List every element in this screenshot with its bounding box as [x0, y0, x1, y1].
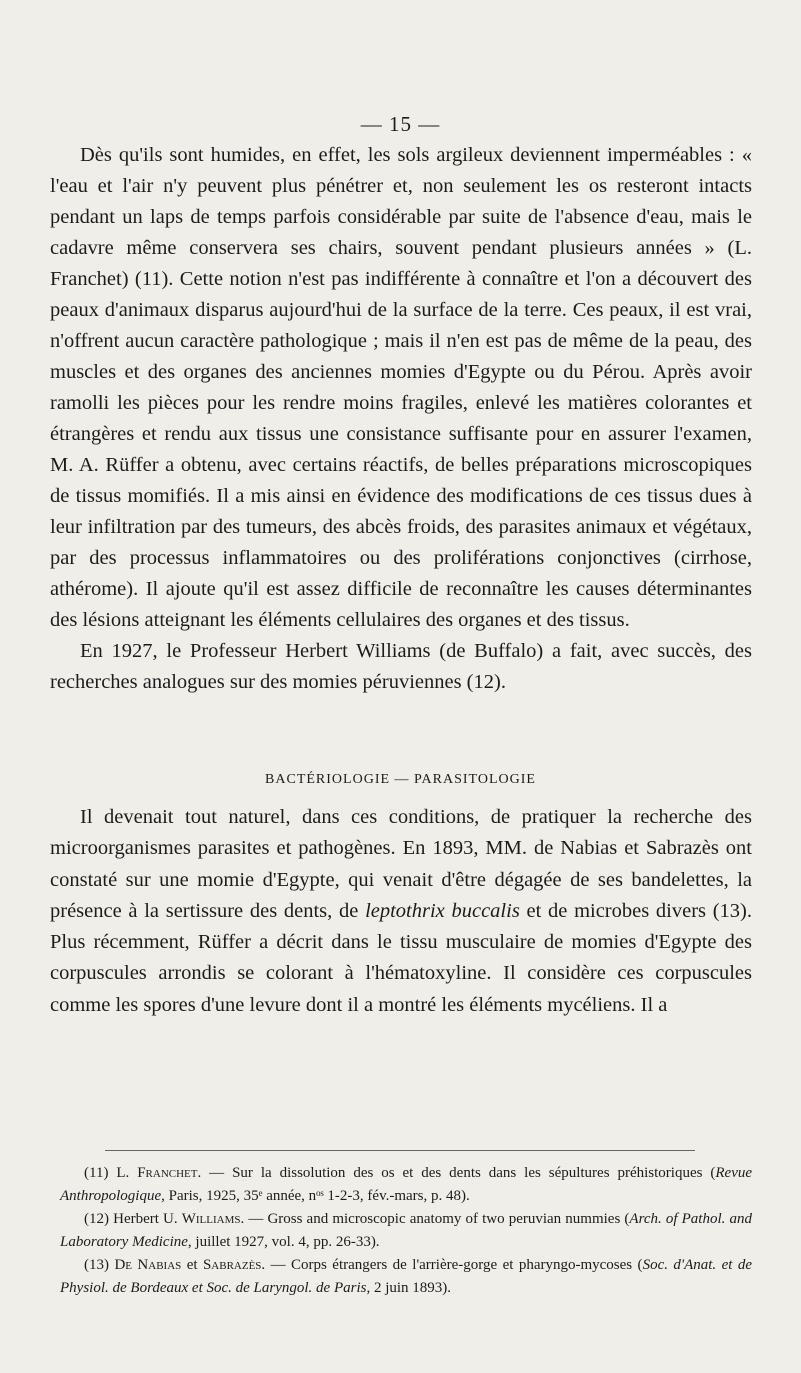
footnote-13: [60, 1254, 752, 1300]
paragraph: [50, 802, 752, 1021]
footnote-rest: , juillet 1927, vol. 4, pp. 26-33).: [187, 1234, 380, 1250]
text-run: et de microbes divers (13). Plus récemment, Rüffer a décrit dans le tissu musculaire de momies d'Egypte des corpuscules arrondis se colorant à l'hématoxyline. Il considère ces corpuscules comme les spores d'une levure dont il a montré les éléments mycéliens. Il a: [50, 899, 753, 1016]
main-text-top: [50, 140, 752, 698]
footnote-journal: Arch. of Pathol. and Laboratory Medicine: [60, 1211, 752, 1250]
footnote-text: — Sur la dissolution des os et des dents dans les sépultures préhistoriques (: [201, 1165, 716, 1181]
paragraph: Dès qu'ils sont humides, en effet, les sols argileux deviennent imperméables : « l'eau et l'air n'y peuvent plus pénétrer et, non seulement les os resteront intacts pendant un laps de temps parfois considérable par suite de l'absence d'eau, mais le cadavre même conservera ses chairs, souvent pendant plusieurs années » (L. Franchet) (11). Cette notion n'est pas indifférente à connaître et l'on a découvert des peaux d'animaux disparus aujourd'hui de la surface de la terre. Ces peaux, il est vrai, n'offrent aucun caractère pathologique ; mais il n'en est pas de même de la peau, des muscles et des organes des anciennes momies d'Egypte ou du Pérou. Après avoir ramolli les pièces pour les rendre moins fragiles, enlevé les matières colorantes et étrangères et rendu aux tissus une consistance suffisante pour en assurer l'examen, M. A. Rüffer a obtenu, avec certains réactifs, de belles préparations microscopiques de tissus momifiés. Il a mis ainsi en évidence des modifications de ces tissus dues à leur infiltration par des tumeurs, des abcès froids, des parasites animaux et végétaux, par des processus inflammatoires ou des proliférations conjonctives (cirrhose, athérome). Il ajoute qu'il est assez difficile de reconnaître les causes déterminantes des lésions atteignant les éléments cellulaires des organes et des tissus.: [50, 144, 752, 631]
footnote-journal: Soc. d'Anat. et de Physiol. de Bordeaux et Soc. de Laryngol. de Paris: [60, 1257, 753, 1296]
footnote-author: Herbert U.: [113, 1211, 182, 1227]
main-text-bottom: [50, 802, 752, 1021]
footnote-rest: , Paris, 1925, 35ᵉ année, nᵒˢ 1-2-3, fév.-mars, p. 48).: [161, 1188, 470, 1204]
footnote-author: Sabrazès.: [202, 1257, 266, 1273]
footnote-12: [60, 1208, 752, 1254]
footnote-rest: , 2 juin 1893).: [366, 1280, 452, 1296]
section-heading: BACTÉRIOLOGIE — PARASITOLOGIE: [265, 772, 536, 787]
footnote-author-surname: Williams.: [181, 1211, 245, 1227]
footnote-11: [60, 1162, 752, 1208]
footnote-number: (12): [84, 1211, 109, 1227]
footnote-journal: Revue Anthropologique: [60, 1165, 753, 1204]
footnote-joiner: et: [181, 1257, 203, 1273]
footnote-number: (13): [84, 1257, 109, 1273]
footnote-text: — Corps étrangers de l'arrière-gorge et pharyngo-mycoses (: [265, 1257, 643, 1273]
footnote-number: (11): [84, 1165, 109, 1181]
footnote-author: De Nabias: [114, 1257, 182, 1273]
page-number: — 15 —: [360, 112, 441, 136]
footnote-text: — Gross and microscopic anatomy of two peruvian nummies (: [244, 1211, 630, 1227]
paragraph: En 1927, le Professeur Herbert Williams (de Buffalo) a fait, avec succès, des recherches analogues sur des momies péruviennes (12).: [50, 640, 752, 693]
footnotes: [60, 1162, 752, 1300]
footnote-author: L. Franchet.: [116, 1165, 202, 1181]
text-run: Il devenait tout naturel, dans ces conditions, de pratiquer la recherche des microorganismes parasites et pathogènes. En 1893, MM. de Nabias et Sabrazès ont constaté sur une momie d'Egypte, qui venait d'être dégagée de ses bandelettes, la présence à la sertissure des dents, de: [50, 806, 752, 922]
footnote-separator: [105, 1150, 695, 1151]
species-name: leptothrix buccalis: [365, 899, 520, 922]
